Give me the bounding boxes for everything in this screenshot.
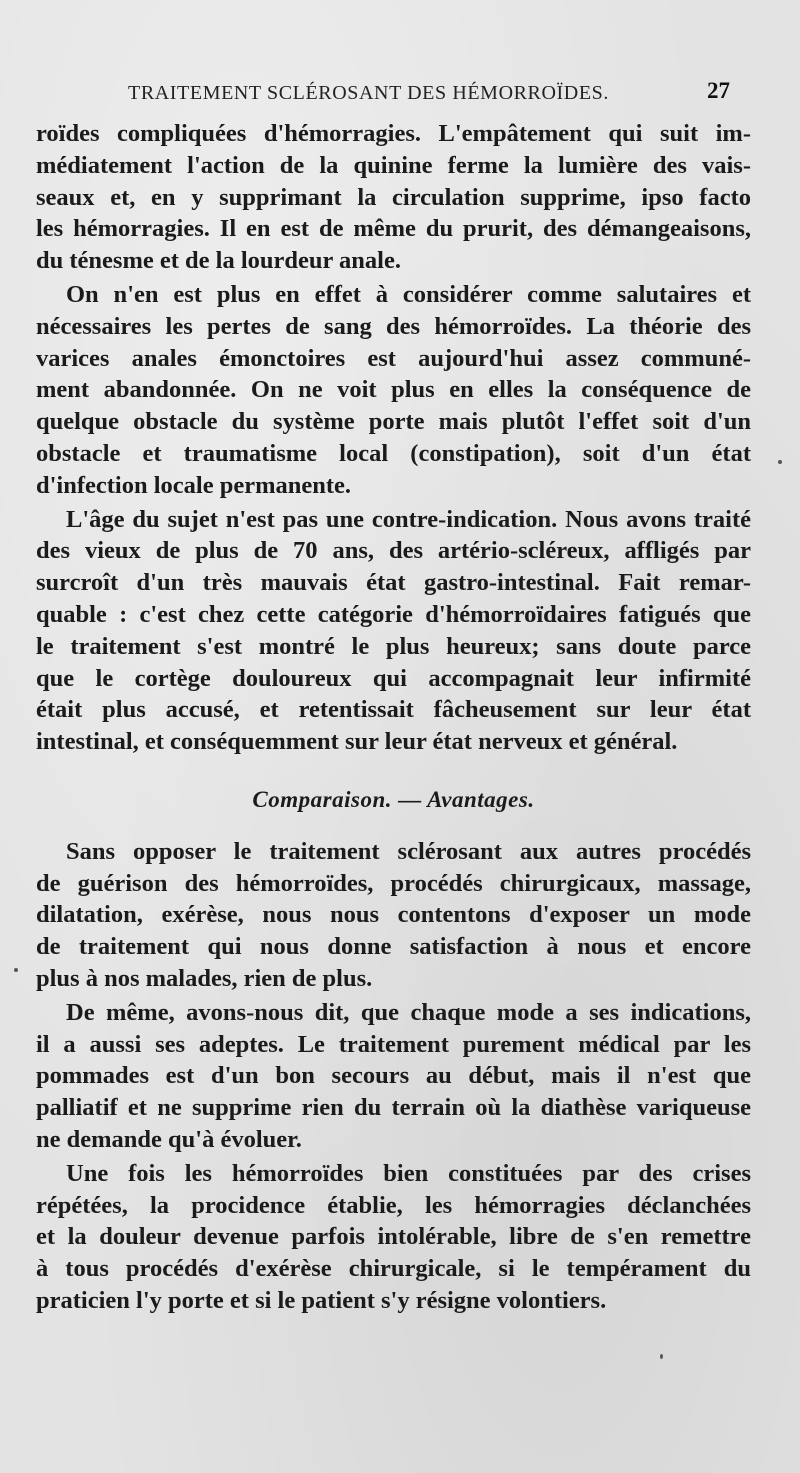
text-line: On n'en est plus en effet à considérer comme salutaires et [66,280,751,308]
text-line: des vieux de plus de 70 ans, des artério-scléreux, affligés par [36,537,751,565]
paragraph [36,118,751,277]
text-line: pommades est d'un bon secours au début, mais il n'est que [36,1062,751,1090]
text-line: ment abandonnée. On ne voit plus en elles la conséquence de [36,376,751,404]
paragraph [36,1158,751,1317]
text-line: intestinal, et conséquemment sur leur état nerveux et général. [36,728,678,756]
paragraph [36,279,751,502]
paragraph [36,997,751,1156]
paragraph [36,836,751,995]
text-line: roïdes compliquées d'hémorragies. L'empâtement qui suit im- [36,120,751,147]
text-line: Une fois les hémorroïdes bien constituées par des crises [66,1159,751,1187]
scan-speck [14,968,18,972]
text-line: du ténesme et de la lourdeur anale. [36,247,401,275]
scan-speck [660,1354,663,1359]
text-line: que le cortège douloureux qui accompagnait leur infirmité [36,664,751,692]
text-line: de traitement qui nous donne satisfaction à nous et encore [36,933,751,961]
text-line: était plus accusé, et retentissait fâcheusement sur leur état [36,696,751,724]
text-line: praticien l'y porte et si le patient s'y résigne volontiers. [36,1286,607,1314]
section-subheading: Comparaison. — Avantages. [252,786,535,812]
text-line: nécessaires les pertes de sang des hémorroïdes. La théorie des [36,312,751,340]
text-line: palliatif et ne supprime rien du terrain où la diathèse variqueuse [36,1094,751,1122]
text-line: obstacle et traumatisme local (constipation), soit d'un état [36,439,751,467]
scan-speck [778,460,782,464]
text-line: varices anales émonctoires est aujourd'hui assez communé- [36,344,751,372]
text-line: Sans opposer le traitement sclérosant aux autres procédés [66,837,751,865]
running-head-title: TRAITEMENT SCLÉROSANT DES HÉMORROÏDES. [128,82,609,104]
text-line: à tous procédés d'exérèse chirurgicale, si le tempérament du [36,1255,751,1283]
text-line: dilatation, exérèse, nous nous contentons d'exposer un mode [36,901,751,929]
page-number: 27 [707,78,730,103]
text-line: et la douleur devenue parfois intolérable, libre de s'en remettre [36,1223,751,1251]
text-line: il a aussi ses adeptes. Le traitement purement médical par les [36,1030,751,1058]
text-line: quable : c'est chez cette catégorie d'hémorroïdaires fatigués que [36,600,751,628]
text-line: de guérison des hémorroïdes, procédés chirurgicaux, massage, [36,869,751,897]
text-line: quelque obstacle du système porte mais plutôt l'effet soit d'un [36,408,751,436]
text-line: surcroît d'un très mauvais état gastro-intestinal. Fait remar- [36,569,751,597]
text-line: répétées, la procidence établie, les hémorragies déclanchées [36,1191,751,1219]
text-line: d'infection locale permanente. [36,471,352,499]
text-line: médiatement l'action de la quinine ferme la lumière des vais- [36,151,751,179]
text-line: plus à nos malades, rien de plus. [36,964,373,992]
paragraph [36,504,751,758]
text-line: ne demande qu'à évoluer. [36,1125,302,1153]
text-line: De même, avons-nous dit, que chaque mode a ses indications, [66,998,751,1026]
text-line: L'âge du sujet n'est pas une contre-indication. Nous avons traité [66,505,751,533]
text-line: les hémorragies. Il en est de même du prurit, des démangeaisons, [36,215,751,243]
running-head [128,78,736,112]
text-line: seaux et, en y supprimant la circulation supprime, ipso facto [36,183,751,211]
text-line: le traitement s'est montré le plus heureux; sans doute parce [36,632,751,660]
body-text [36,118,751,1317]
